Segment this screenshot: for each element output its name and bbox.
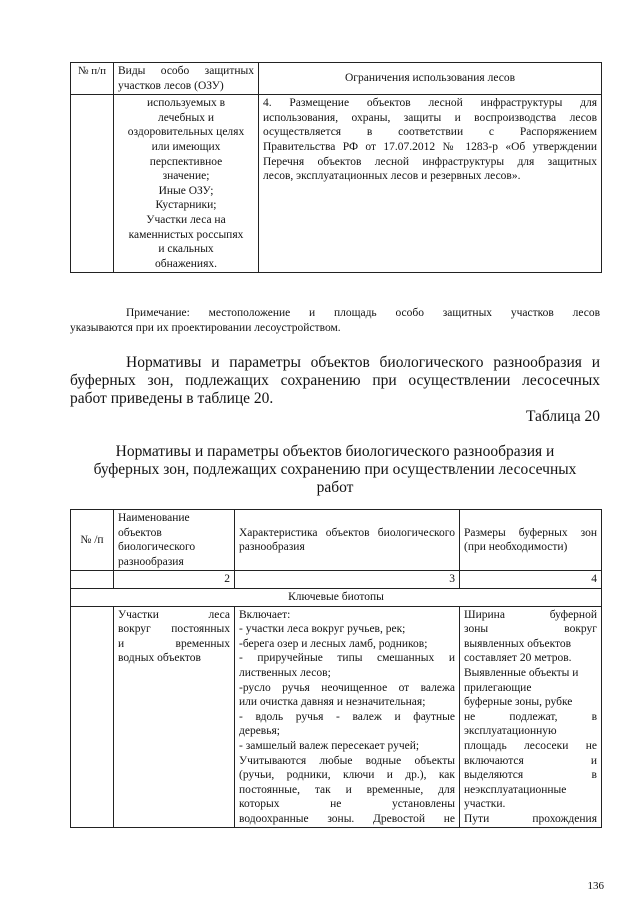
row-num-cell [71, 95, 114, 273]
row-types-cell: используемых в лечебных и оздоровительных целях или имеющих перспективное значение; Иные ОЗУ; Кустарники; Участки леса на каменнистых россыпях и скальных обнажениях. [114, 95, 259, 273]
table-header-row [71, 510, 602, 571]
body-paragraph: Нормативы и параметры объектов биологического разнообразия и буферных зон, подлежащих сохранению при осуществлении лесосечных работ приведены в таблице 20. [70, 354, 600, 407]
section-row [71, 588, 602, 606]
header-restrictions: Ограничения использования лесов [259, 63, 602, 95]
numbering-row: 2 3 4 [71, 571, 602, 589]
table-label: Таблица 20 [525, 408, 600, 425]
row-restrictions-cell: 4. Размещение объектов лесной инфраструктуры для использования, охраны, защиты и воспроизводства лесов осуществляется в соответствии с Распоряжением Правительства РФ от 17.07.2012 № 1283-р «Об утверждении Перечня объектов лесной инфраструктуры для защитных лесов, эксплуатационных лесов и резервных лесов». [259, 95, 602, 273]
header-buffer: Размеры буферных зон (при необходимости) [460, 510, 602, 571]
header-num: № /п [71, 510, 114, 571]
page-number: 136 [587, 880, 604, 892]
note [70, 306, 600, 336]
biodiversity-table [70, 509, 602, 828]
ozu-table [70, 62, 602, 273]
table-row [71, 606, 602, 828]
row-num-cell [71, 606, 114, 828]
row-characteristic-cell: Включает: - участки леса вокруг ручьев, рек; -берега озер и лесных ламб, родников; - приручейные типы смешанных и лиственных лесов; -русло ручья неочищенное от валежа или очистка давняя и незначительная; - вдоль ручья - валеж и фаутные деревья; - замшелый валеж пересекает ручей; Учитываются любые водные объекты (ручьи, родники, ключи и др.), как постоянные, так и временные, для которых не установлены водоохранные зоны. Древостой не [235, 606, 460, 828]
header-num: № п/п [71, 63, 114, 95]
row-name-cell: Участки леса вокруг постоянных и временных водных объектов [114, 606, 235, 828]
header-characteristic: Характеристика объектов биологического разнообразия [235, 510, 460, 571]
header-name: Наименование объектов биологического разнообразия [114, 510, 235, 571]
note-line-1: Примечание: местоположение и площадь особо защитных участков лесов [126, 307, 600, 319]
row-buffer-cell: Ширина буферной зоны вокруг выявленных объектов составляет 20 метров. Выявленные объекты и прилегающие буферные зоны, рубке не подлежат, в эксплуатационную площадь лесосеки не включаются и выделяются в неэксплуатационные участки. Пути прохождения [460, 606, 602, 828]
table-header-row [71, 63, 602, 95]
note-line-2: указываются при их проектировании лесоустройством. [70, 322, 341, 334]
table-row [71, 95, 602, 273]
table-caption: Нормативы и параметры объектов биологического разнообразия и буферных зон, подлежащих сохранению при осуществлении лесосечных работ [93, 443, 577, 496]
header-types: Виды особо защитных участков лесов (ОЗУ) [114, 63, 259, 95]
section-title: Ключевые биотопы [71, 588, 602, 606]
